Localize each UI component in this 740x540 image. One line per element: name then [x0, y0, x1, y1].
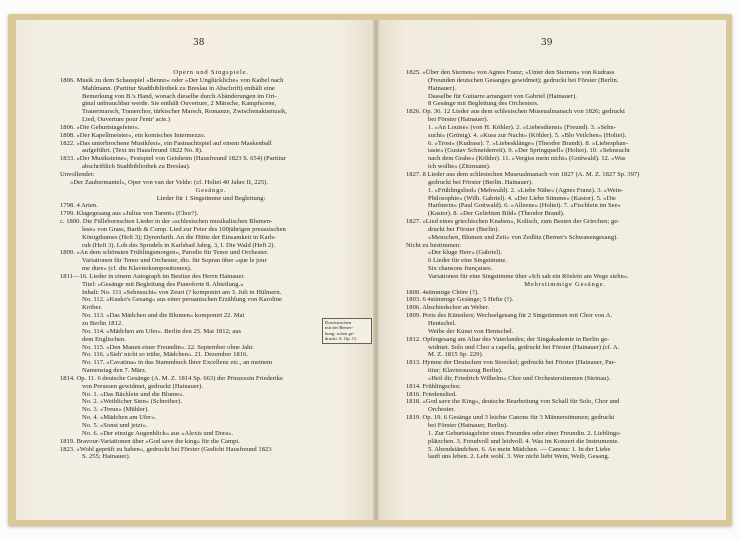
text-line: 1818. »God save the King«, deutsche Bearbeitung von Schall für Solo, Chor und [406, 398, 620, 406]
text-line: bei Förster (Hainauer, Berlin). [428, 421, 508, 429]
text-line: Inhalt: No. 111 »Sehnsucht« von Zeuri (? komponirt am 3. Juli in Hülmern. [82, 288, 282, 296]
text-line: 1799. Klagegesang aus »Julius von Tarent« (Chor?). [60, 210, 199, 218]
text-line: ginal unbrauchbar werde. Sie enthält Ouverture, 2 Märsche, Kampfscene, [82, 100, 277, 108]
text-line: »Der Zaubermantel«, Oper von van der Velde: (cf. Holtei 40 Jahre II, 225). [70, 178, 268, 186]
text-line: 6 Lieder für eine Singstimme. [428, 257, 507, 265]
section-heading: Opern und Singspiele. [173, 69, 249, 76]
text-line: No. 117. »Cavatina« in das Stammbuch Ihrer Excellenz etc., an meinem [82, 359, 273, 367]
text-line: lauft uns leben. 2. Lebt wohl. 3. Wer nicht liebt Wein, Weib, Gesang. [428, 453, 610, 461]
text-line: Hainauer). [428, 84, 457, 92]
text-line: Titel: »Gesänge mit Begleitung des Pianoforte 8. Abteilung.« [82, 280, 244, 288]
text-line: ruh (Heft 3). Lob des Sprudels in Karlsbad Jahrg. 3, I. Die Wald (Heft 2). [82, 241, 276, 249]
text-line: Lied, Ouverture pour l'entr' acte.) [82, 116, 171, 124]
margin-note-line: kung: schon ge- [325, 330, 355, 336]
text-line: Hentschel. [428, 320, 457, 327]
text-line: ich wollte« (Zitzmann). [428, 163, 491, 171]
text-line: plätzchen. 3. Freudvoll und leidvoll. 4. Was im Konzert die Instrumente. [428, 437, 620, 445]
text-line: Weibe der Kunst von Hentschel. [428, 327, 514, 335]
text-line: bei Förster (Hainauer). [428, 116, 489, 124]
text-line: »Menschen, Blumen und Zeit« von Zedlitz (Berner's Schwanengesang). [428, 233, 618, 241]
text-line: 1806. »Die Geburtstagsfeier«. [60, 123, 140, 131]
text-line: No. 6. »Der einzige Augenblick« aus »Alexis und Dora«. [82, 429, 234, 437]
text-line: 1798. 4 Arien. [60, 202, 98, 210]
text-line: Nicht zu bestimmen: [406, 241, 461, 249]
margin-note-line: Durchstrichen [325, 320, 352, 325]
text-line: 1806. Abschiedschor an Weber. [406, 304, 490, 312]
text-line: S. 255; Hainauer). [82, 453, 131, 461]
text-line: 1814. Op. 11. 6 deutsche Gesänge (A. M. Z. 1814 Sp. 663) der Prinzessin Friederike [60, 374, 283, 382]
text-line: Unvollendet: [60, 170, 95, 178]
text-line: 1811—16. Lieder in einem Autograph im Besitze des Herrn Hainauer. [60, 272, 245, 280]
text-line: Orchester. [428, 406, 455, 414]
text-line: Lieder für 1 Singstimme und Begleitung: [156, 194, 266, 202]
section-heading: Mehrstimmige Gesänge. [524, 280, 606, 288]
text-line: nach dem Grabe« (Köhler). 11. »Vergiss mein nicht« (Gottwald). 12. »Was [428, 155, 626, 163]
text-line: sucht« (Grünig). 4. »Kuss zur Nacht« (Köhler). 5. »Blo Veilchen« (Holtei). [428, 131, 627, 139]
text-line: Namenstag den 7. März. [82, 367, 147, 375]
text-line: No. 112. »Kusko's Gesang« aus einer peruanischen Erzählung von Karoline [82, 296, 282, 304]
text-line: 1816. Friedenslied. [406, 390, 457, 398]
text-line: 5. Abendständchen. 6. An mein Mädchen. — Canons: 1. In der Liebe [428, 445, 611, 453]
left-page-number: 38 [193, 38, 205, 48]
text-line: 6. »Trost« (Kudrass). 7. »Liebesklänge« (Theodor Brandt). 8. »Liebesphan- [428, 139, 628, 147]
text-line: 1833. »Der Musiksteine«, Festspiel von Geisheim (Hausfreund 1823 S. 654) (Partitur [60, 155, 286, 163]
text-line: Harfnerin« (Paul Gottwald). 6. »Alleene« (Holtei). 7. »Fischlein im See« [428, 202, 621, 210]
text-line: No. 2. »Weiblicher Sinn« (Schreiber). [82, 398, 182, 406]
text-line: Philosophie« (Wilh. Gabriel). 4. »Der Liebe Stimme« (Kastor). 5. »Die [428, 194, 616, 202]
text-line: M. Z. 1815 Sp. 229). [428, 351, 484, 359]
text-line: 1822. »Das unterbrochene Musikfest«, ein Fastnachtspiel auf einem Maskenball [60, 139, 272, 147]
text-line: 1826. Op. 36. 12 Lieder aus dem schlesischen Museualmanach von 1826; gedruckt [406, 108, 626, 116]
text-line: 1800. 4stimmige Chöre (?). [406, 288, 479, 296]
text-line: Kröber. [82, 304, 102, 312]
text-line: druckt bei Förster (Berlin). [428, 225, 500, 233]
text-line: gedruckt bei Förster (Berlin. Hainauer). [428, 178, 533, 186]
text-line: dem Englischen. [82, 335, 126, 343]
text-line: 1813. Hymne der Deutschen von Stoeckel; gedruckt bei Förster (Hainauer, Par- [406, 359, 616, 367]
text-line: 1814. Frühlingschor. [406, 382, 461, 390]
text-line: (Kastor). 8. »Der Geliebten Bild« (Theodor Brand). [428, 210, 565, 218]
text-line: Bemerkung von B.'s Hand, wonach dieselbe durch Abänderungen im Ori- [82, 92, 277, 100]
margin-note [322, 318, 372, 344]
text-line: Dasselbe für Guitarre arrangiert von Gabriel (Hainauer). [428, 92, 577, 100]
text-line: Königthumes (Heft 3); Dyrenfurth. An die Hütte der Einsamkeit in Karls- [82, 233, 277, 241]
text-line: »Der kluge Herr« (Gabriel). [428, 249, 502, 257]
text-line: No. 3. »Treue« (Mühler). [82, 406, 149, 414]
right-page-number: 39 [541, 38, 553, 48]
right-page-text [406, 69, 724, 461]
text-line: c. 1800. Die Füllebornschen Lieder in der »schlesischen musikalischen Blumen- [60, 218, 273, 226]
text-line: Variationen für eine Singstimme über »Ich sah ein Röslein am Wege stehn«. [428, 272, 629, 280]
left-page-text [60, 69, 362, 461]
text-line: »Heil dir, Friedrich Wilhelm« Chor und Orchesterstimmen (Steinau). [428, 374, 611, 382]
text-line: widmet. Solo und Chor a capella, gedruckt bei Förster (Hainauer) (cf. A. [428, 343, 620, 351]
text-line: No. 5. »Sonst und jetzt«. [82, 421, 148, 429]
text-line: No. 1. »Das Bächlein und die Blume«. [82, 390, 185, 398]
text-line: 1803. 6 4stimmige Gesänge; 5 Hefte (?). [406, 296, 514, 304]
text-line: 1825. »Über den Sternen« von Agnes Franz; »Unter den Sternen« von Kudrass [406, 69, 615, 76]
text-line: abschriftlich Stadtbibliothek zu Breslau). [82, 163, 191, 171]
text-line: tasie« (Gustav Schneiderreit). 9. »Der Springquell« (Holtei). 10. »Sehnsucht [428, 147, 630, 155]
book-gutter [373, 20, 379, 520]
text-line: (Freunden deutschen Gesanges gewidmet); gedruckt bei Förster (Berlin. [428, 76, 619, 84]
section-heading: Gesänge. [195, 186, 227, 194]
text-line: zu Berlin 1812. [82, 320, 123, 327]
text-line: Variationen für Tenor und Orchester, dto. für Sopran über »que le jour [82, 257, 267, 265]
text-line: 1809. Preis des Künstlers; Wechselgesang für 2 Singstimmen mit Chor von A. [406, 312, 613, 320]
text-line: aufgeführt. (Text im Hausfreund 1822 No. 8). [82, 147, 203, 155]
text-line: No. 114. »Mädchen am Ufer«. Berlin den 25. Mai 1812; aus [82, 327, 242, 335]
text-line: 1. Zur Geburtstagsfeier eines Freundes oder einer Freundin. 2. Lieblings- [428, 429, 621, 437]
text-line: No. 4. »Mädchen am Ufer«. [82, 414, 157, 422]
text-line: 1808. »Der Kapellmeister«, ein komisches Intermezzo. [60, 131, 206, 139]
text-line: No. 116. »Sieh' nicht so trübe, Mädchen«. 21. Dezember 1816. [82, 351, 248, 359]
text-line: Trauermarsch, Trauerchor, türkischer Marsch, Romanze, Zwischenaktsmusik, [82, 108, 287, 116]
margin-note-line: druckt. S. Op. 11. [325, 336, 358, 342]
margin-note-line: mit der Bemer- [325, 325, 353, 331]
text-line: titur; Klavierauszug Berlin). [428, 367, 503, 375]
text-line: 1809. »An dem schönsten Frühlingsmorgen«, Parodie für Tenor und Orchester. [60, 249, 269, 257]
text-line: me dure« (cf. die Klavierkompositionen). [82, 265, 192, 273]
text-line: Six chansons françaises. [428, 265, 493, 273]
text-line: von Preussen gewidmet, gedruckt (Hainauer). [82, 382, 203, 390]
text-line: 1812. Opfergesang am Altar des Vaterlandes; der Singakademie in Berlin ge- [406, 335, 610, 343]
text-line: 1827. 8 Lieder aus dem schlesischen Museualmanach von 1827 (A. M. Z. 1827 Sp. 397) [406, 170, 640, 178]
text-line: 1806. Musik zu dem Schauspiel »Benno« oder »Der Unglückliche« von Kaibel nach [60, 76, 284, 84]
text-line: 1819. Op. 19. 6 Gesänge und 3 leichte Canons für 3 Männerstimmen; gedruckt [406, 414, 615, 422]
text-line: No. 115. »Den Manen einer Freundin«. 22. September obne Jahr. [82, 343, 254, 351]
text-line: 1819. Bravour-Variationen über »God save the king« für die Campi. [60, 437, 240, 445]
text-line: 1827. »Lied eines griechischen Knaben«, Kolisch, zum Besten der Griechen; ge- [406, 218, 620, 226]
text-line: No. 113. »Das Mädchen und die Blumen« komponirt 22. Mai [82, 312, 245, 320]
text-line: 1. »An Louise« (von H. Köhler). 2. »Liebesdienst« (Freund). 3. »Sehn- [428, 123, 616, 131]
text-line: Mahlmann. (Partitur Stadtbibliothek zu Breslau in Abschrift) enthält eine [82, 84, 275, 92]
text-line: 1. »Frühlingslied« (Mehwald). 2. »Liebe Nähe« (Agnes Franz). 3. »Wein- [428, 186, 624, 194]
text-line: 8 Gesänge mit Begleitung des Orchesters. [428, 100, 539, 108]
text-line: 1823. »Wohl geprüft zu haben«, gedruckt bei Förster (Gedicht Hausfreund 1823 [60, 445, 272, 453]
text-line: lese« von Grass, Barth & Comp. Lied zur Feier des 100jährigen preussischen [82, 225, 286, 233]
